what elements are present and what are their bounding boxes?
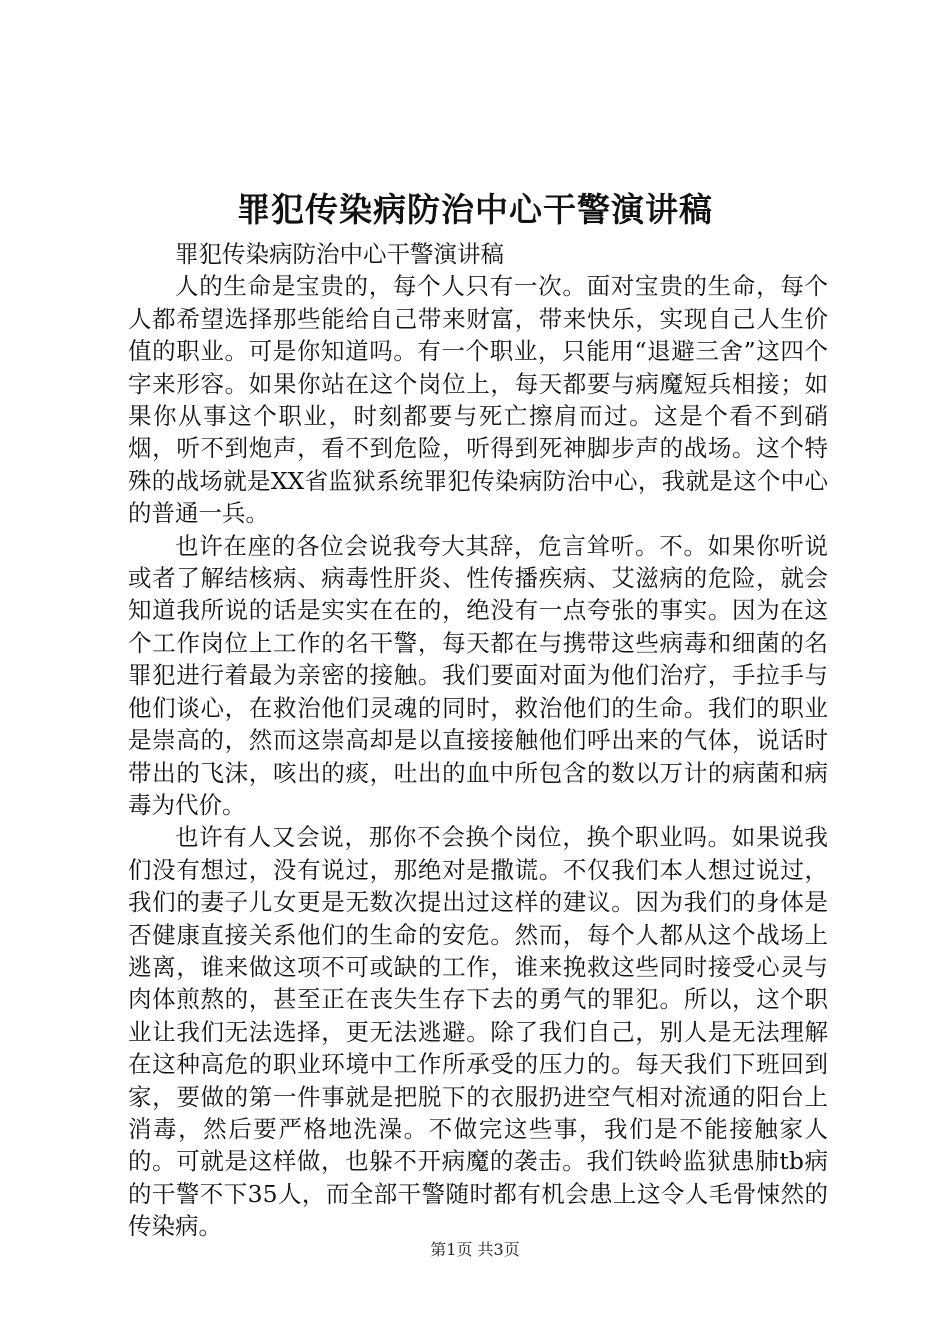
paragraph: 也许有人又会说，那你不会换个岗位，换个职业吗。如果说我们没有想过，没有说过，那绝对是撒谎。不仅我们本人想过说过，我们的妻子儿女更是无数次提出过这样的建议。因为我们的身体是否健康直接关系他们的生命的安危。然而，每个人都从这个战场上逃离，谁来做这项不可或缺的工作，谁来挽救这些同时接受心灵与肉体煎熬的，甚至正在丧失生存下去的勇气的罪犯。所以，这个职业让我们无法选择，更无法逃避。除了我们自己，别人是无法理解在这种高危的职业环境中工作所承受的压力的。每天我们下班回到家，要做的第一件事就是把脱下的衣服扔进空气相对流通的阳台上消毒，然后要严格地洗澡。不做完这些事，我们是不能接触家人的。可就是这样做，也躲不开病魔的袭击。我们铁岭监狱患肺tb病的干警不下35人，而全部干警随时都有机会患上这令人毛骨悚然的传染病。 — [128, 823, 828, 1241]
page-title: 罪犯传染病防治中心干警演讲稿 — [237, 190, 713, 229]
document-body — [128, 238, 828, 1243]
page-number-footer: 第1页 共3页 — [430, 1240, 520, 1259]
paragraph-subtitle: 罪犯传染病防治中心干警演讲稿 — [175, 240, 504, 268]
paragraph: 也许在座的各位会说我夸大其辞，危言耸听。不。如果你听说或者了解结核病、病毒性肝炎、性传播疾病、艾滋病的危险，就会知道我所说的话是实实在在的，绝没有一点夸张的事实。因为在这个工作岗位上工作的名干警，每天都在与携带这些病毒和细菌的名罪犯进行着最为亲密的接触。我们要面对面为他们治疗，手拉手与他们谈心，在救治他们灵魂的同时，救治他们的生命。我们的职业是崇高的，然而这崇高却是以直接接触他们呼出来的气体，说话时带出的飞沫，咳出的痰，吐出的血中所包含的数以万计的病菌和病毒为代价。 — [128, 531, 828, 819]
paragraph: 人的生命是宝贵的，每个人只有一次。面对宝贵的生命，每个人都希望选择那些能给自己带来财富，带来快乐，实现自己人生价值的职业。可是你知道吗。有一个职业，只能用“退避三舍”这四个字来形容。如果你站在这个岗位上，每天都要与病魔短兵相接；如果你从事这个职业，时刻都要与死亡擦肩而过。这是个看不到硝烟，听不到炮声，看不到危险，听得到死神脚步声的战场。这个特殊的战场就是XX省监狱系统罪犯传染病防治中心，我就是这个中心的普通一兵。 — [128, 272, 828, 528]
